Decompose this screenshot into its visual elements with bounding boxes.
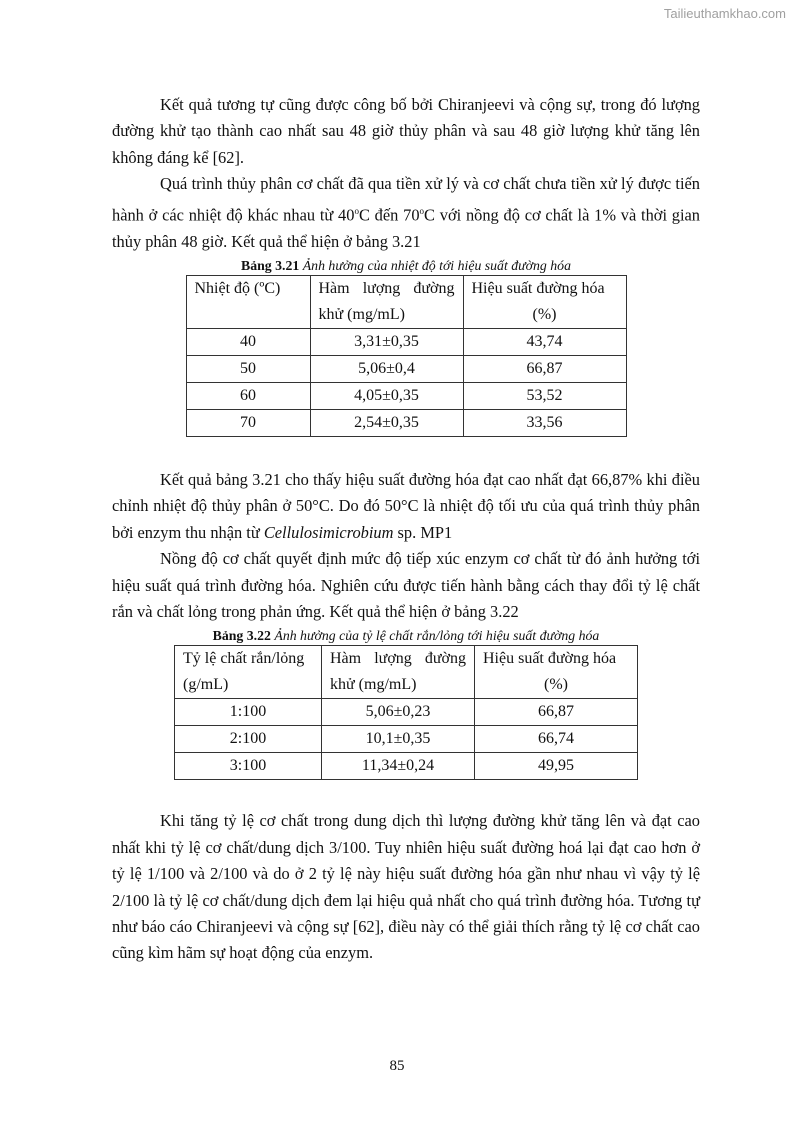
- table-cell: 66,87: [475, 699, 638, 726]
- table-2-header-yield-line2: (%): [544, 676, 568, 694]
- table-1-header-yield: [463, 275, 626, 328]
- table-row: [186, 328, 626, 355]
- table-2-header-yield: [475, 646, 638, 699]
- table-cell: 43,74: [463, 328, 626, 355]
- table-2-label: Bảng 3.22: [212, 628, 271, 644]
- species-name: Cellulosimicrobium: [263, 522, 394, 542]
- table-cell: 66,74: [475, 726, 638, 753]
- table-cell: 11,34±0,24: [322, 753, 475, 780]
- table-row: [186, 409, 626, 436]
- paragraph-2-part-b: C đến 70: [358, 205, 420, 225]
- table-cell: 60: [186, 382, 310, 409]
- table-cell: 70: [186, 409, 310, 436]
- page-number: 85: [389, 1058, 405, 1074]
- table-cell: 33,56: [463, 409, 626, 436]
- table-1-header-sugar-line2: khử (mg/mL): [318, 305, 405, 323]
- table-cell: 4,05±0,35: [310, 382, 463, 409]
- table-2-title: Ảnh hưởng của tỷ lệ chất rắn/lỏng tới hiệu suất đường hóa: [270, 628, 600, 644]
- table-row: [186, 382, 626, 409]
- table-cell: 50: [186, 355, 310, 382]
- table-2-header-sugar: [322, 646, 475, 699]
- table-2-header-sugar-line1: Hàm lượng đường: [330, 650, 466, 668]
- table-2-header-ratio-line2: (g/mL): [183, 676, 229, 694]
- table-row: [175, 753, 638, 780]
- paragraph-5: Khi tăng tỷ lệ cơ chất trong dung dịch thì lượng đường khử tăng lên và đạt cao nhất khi tỷ lệ cơ chất/dung dịch 3/100. Tuy nhiên hiệu suất đường hoá lại đạt cao hơn ở tỷ lệ 1/100 và 2/100 và do ở 2 tỷ lệ này hiệu suất đường hóa gần như nhau vì vậy tỷ lệ 2/100 là tỷ lệ cơ chất/dung dịch đem lại hiệu quả nhất cho quá trình đường hóa. Tương tự như báo cáo Chiranjeevi và cộng sự [62], điều này có thể giải thích rằng tỷ lệ cơ chất cao cũng kìm hãm sự hoạt động của enzym.: [112, 811, 700, 963]
- table-cell: 3:100: [175, 753, 322, 780]
- table-cell: 3,31±0,35: [310, 328, 463, 355]
- table-1-header-row: [186, 275, 626, 328]
- table-1-header-temperature-label: Nhiệt độ (ºC): [194, 279, 281, 297]
- table-1-title: Ảnh hưởng của nhiệt độ tới hiệu suất đường hóa: [299, 257, 571, 273]
- degree-sup-1: o: [354, 205, 359, 216]
- table-1-header-sugar-line1: Hàm lượng đường: [318, 279, 455, 297]
- degree-sup-2: o: [419, 205, 425, 216]
- table-cell: 10,1±0,35: [322, 726, 475, 753]
- table-1-header-temperature: [186, 275, 310, 328]
- table-1-header-sugar: [310, 275, 463, 328]
- paragraph-1: Kết quả tương tự cũng được công bố bởi Chiranjeevi và cộng sự, trong đó lượng đường khử tạo thành cao nhất sau 48 giờ thủy phân và sau 48 giờ lượng khử tăng lên không đáng kể [62].: [112, 95, 700, 167]
- paragraph-2-part-c: C với nồng độ cơ chất là 1% và thời gian thủy phân 48 giờ. Kết quả thể hiện ở bảng 3.21: [112, 205, 701, 251]
- table-cell: 53,52: [463, 382, 626, 409]
- table-2-header-sugar-line2: khử (mg/mL): [330, 676, 417, 694]
- paragraph-2: [112, 171, 700, 255]
- table-1-label: Bảng 3.21: [241, 257, 300, 273]
- paragraph-2-part-a: Quá trình thủy phân cơ chất đã qua tiền xử lý và cơ chất chưa tiền xử lý được tiến hành ở các nhiệt độ khác nhau từ 40: [112, 174, 700, 225]
- paragraph-3: [112, 467, 700, 546]
- table-2-header-yield-line1: Hiệu suất đường hóa: [483, 650, 617, 668]
- table-cell: 1:100: [175, 699, 322, 726]
- table-cell: 49,95: [475, 753, 638, 780]
- table-cell: 5,06±0,4: [310, 355, 463, 382]
- table-cell: 66,87: [463, 355, 626, 382]
- table-solid-liquid-ratio: [174, 645, 638, 780]
- paragraph-4: Nồng độ cơ chất quyết định mức độ tiếp xúc enzym cơ chất từ đó ảnh hưởng tới hiệu suất quá trình đường hóa. Nghiên cứu được tiến hành bằng cách thay đổi tỷ lệ chất rắn và chất lỏng trong phản ứng. Kết quả thể hiện ở bảng 3.22: [112, 549, 700, 621]
- table-1-caption: [112, 257, 700, 275]
- watermark: Tailieuthamkhao.com: [663, 6, 786, 21]
- table-row: [186, 355, 626, 382]
- table-1-header-yield-line1: Hiệu suất đường hóa: [471, 279, 605, 297]
- paragraph-3-part-b: sp. MP1: [393, 522, 453, 542]
- table-2-header-row: [175, 646, 638, 699]
- table-2-header-ratio: [175, 646, 322, 699]
- table-1-header-yield-line2: (%): [532, 305, 557, 323]
- table-cell: 40: [186, 328, 310, 355]
- table-cell: 2:100: [175, 726, 322, 753]
- table-2-header-ratio-line1: Tỷ lệ chất rắn/lỏng: [183, 650, 305, 668]
- table-temperature-effect: [186, 275, 627, 437]
- table-row: [175, 726, 638, 753]
- table-cell: 2,54±0,35: [310, 409, 463, 436]
- table-cell: 5,06±0,23: [322, 699, 475, 726]
- table-2-caption: [112, 627, 700, 645]
- page-content: [112, 92, 700, 967]
- paragraph-3-part-a: Kết quả bảng 3.21 cho thấy hiệu suất đường hóa đạt cao nhất đạt 66,87% khi điều chỉnh nhiệt độ thủy phân ở 50°C. Do đó 50°C là nhiệt độ tối ưu của quá trình thủy phân bởi enzym thu nhận từ: [112, 469, 700, 542]
- table-row: [175, 699, 638, 726]
